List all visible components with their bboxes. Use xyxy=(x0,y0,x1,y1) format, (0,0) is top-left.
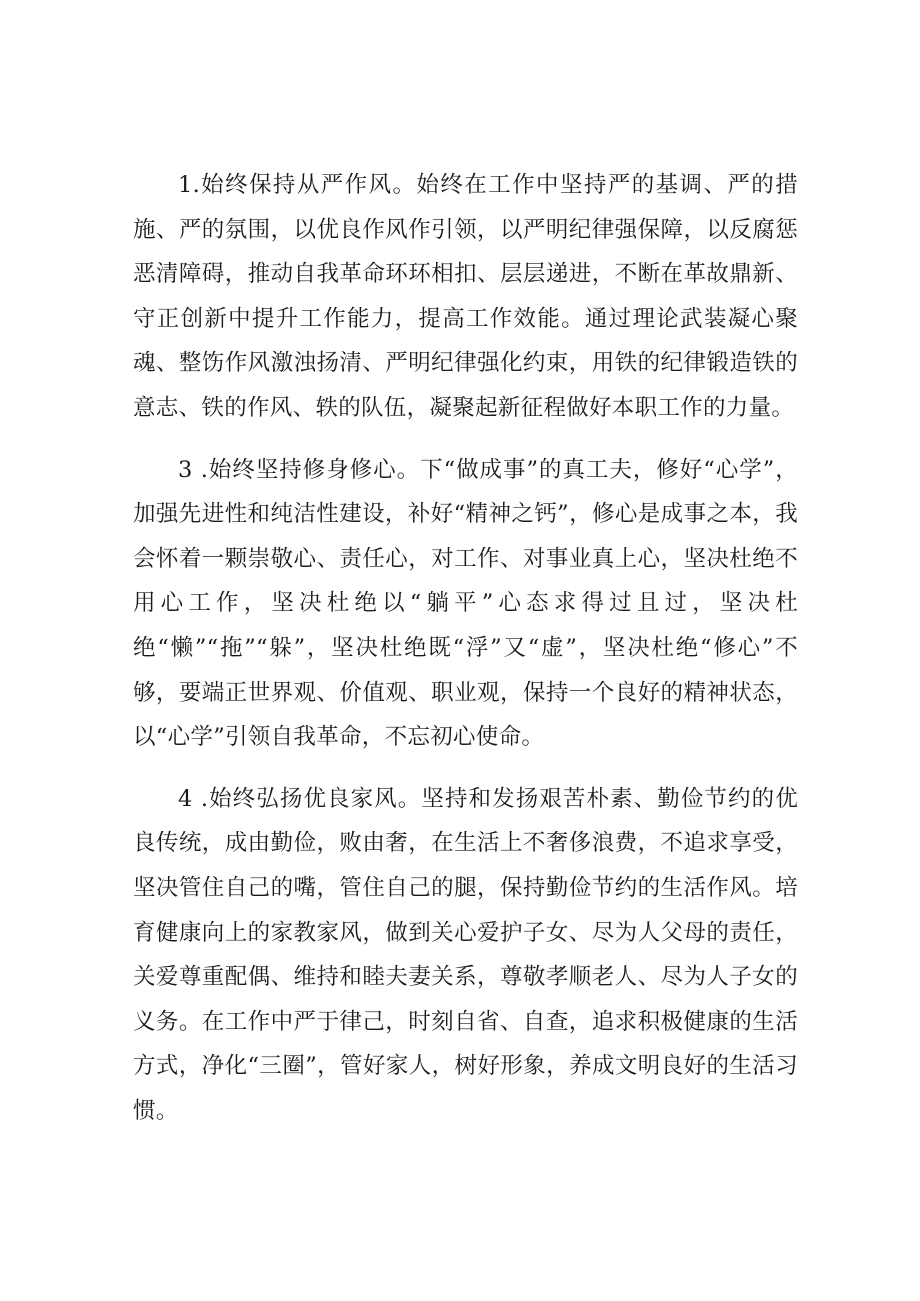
paragraph-strict-style: 1.始终保持从严作风。始终在工作中坚持严的基调、严的措施、严的氛围，以优良作风作引领，以严明纪律强保障，以反腐惩恶清障碍，推动自我革命环环相扣、层层递进，不断在革故鼎新、守正创新中提升工作能力，提高工作效能。通过理论武装凝心聚魂、整饬作风激浊扬清、严明纪律强化约束，用铁的纪律锻造铁的意志、铁的作风、轶的队伍，凝聚起新征程做好本职工作的力量。 xyxy=(133,172,798,421)
document-body xyxy=(133,163,798,1133)
paragraph-family-tradition: 4 .始终弘扬优良家风。坚持和发扬艰苦朴素、勤俭节约的优良传统，成由勤俭，败由奢，在生活上不奢侈浪费，不追求享受，坚决管住自己的嘴，管住自己的腿，保持勤俭节约的生活作风。培育健康向上的家教家风，做到关心爱护子女、尽为人父母的责任，关爱尊重配偶、维持和睦夫妻关系，尊敬孝顺老人、尽为人子女的义务。在工作中严于律己，时刻自省、自查，追求积极健康的生活方式，净化“三圈”，管好家人，树好形象，养成文明良好的生活习惯。 xyxy=(133,785,798,1124)
paragraph-self-cultivation: 3 .始终坚持修身修心。下“做成事”的真工夫，修好“心学”，加强先进性和纯洁性建设，补好“精神之钙”，修心是成事之本，我会怀着一颗崇敬心、责任心，对工作、对事业真上心，坚决杜绝不用心工作，坚决杜绝以“躺平”心态求得过且过，坚决杜绝“懒”“拖”“躲”，坚决杜绝既“浮”又“虚”，坚决杜绝“修心”不够，要端正世界观、价值观、职业观，保持一个良好的精神状态，以“心学”引领自我革命，不忘初心使命。 xyxy=(133,456,798,751)
